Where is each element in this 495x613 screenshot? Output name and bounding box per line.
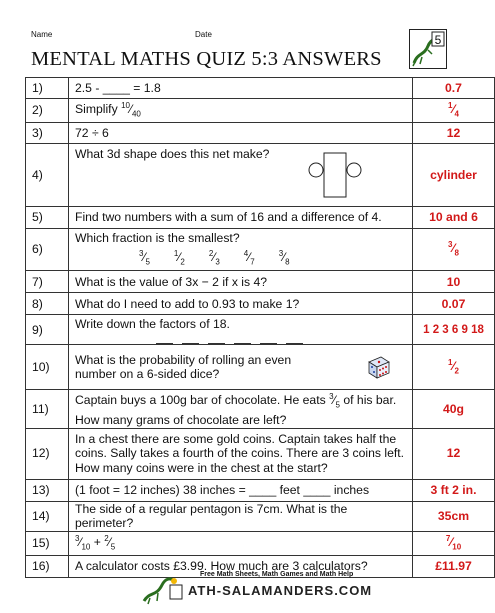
fraction-options [75, 247, 406, 270]
question-number: 2) [26, 99, 69, 123]
fraction: $^4⁄_7$ [243, 249, 255, 267]
question-row-2 [26, 99, 495, 123]
question-number: 1) [26, 78, 69, 99]
answer: £11.97 [413, 555, 495, 577]
question-number: 12) [26, 428, 69, 479]
answer: $^1⁄_2$ [413, 345, 495, 390]
question-number: 10) [26, 345, 69, 390]
question-number: 11) [26, 390, 69, 428]
answer: 12 [413, 122, 495, 143]
question-row-1 [26, 78, 495, 99]
fraction: $^3⁄_8$ [278, 249, 290, 267]
question-text: What 3d shape does this net make? [69, 143, 413, 206]
question-number: 8) [26, 293, 69, 315]
footer-tagline: Free Math Sheets, Math Games and Math Help [200, 571, 354, 578]
question-number: 13) [26, 479, 69, 501]
question-number: 3) [26, 122, 69, 143]
question-number: 4) [26, 143, 69, 206]
answer: 12 [413, 428, 495, 479]
question-row-8 [26, 293, 495, 315]
question-text: In a chest there are some gold coins. Captain takes half the coins. Sally takes a fourth of the coins. There are 3 coins left. How many coins were in the chest at the start? [69, 428, 413, 479]
answer: 40g [413, 390, 495, 428]
fraction: $^{10}⁄_{40}$ [121, 101, 141, 119]
question-row-6 [26, 228, 495, 270]
footer-brand: ATH-SALAMANDERS.COM [188, 583, 373, 598]
footer-logo [140, 571, 380, 605]
question-number: 7) [26, 271, 69, 293]
question-number: 6) [26, 228, 69, 270]
question-number: 9) [26, 315, 69, 345]
question-text: The side of a regular pentagon is 7cm. What is the perimeter? [69, 501, 413, 531]
question-text: 72 ÷ 6 [69, 122, 413, 143]
answer: 10 [413, 271, 495, 293]
question-text: 2.5 - ____ = 1.8 [69, 78, 413, 99]
question-number: 16) [26, 555, 69, 577]
question-text: Find two numbers with a sum of 16 and a difference of 4. [69, 206, 413, 228]
question-row-7 [26, 271, 495, 293]
dice-icon [366, 354, 392, 380]
question-number: 15) [26, 531, 69, 555]
question-text: $^3⁄_{10}$ + $^2⁄_5$ [69, 531, 413, 555]
question-text: What do I need to add to 0.93 to make 1? [69, 293, 413, 315]
question-row-3 [26, 122, 495, 143]
question-row-12 [26, 428, 495, 479]
question-number: 5) [26, 206, 69, 228]
fraction: $^1⁄_2$ [173, 249, 185, 267]
question-text: Which fraction is the smallest? $^3⁄_5$ $^1⁄_2$ $^2⁄_3$ $^4⁄_7$ $^3⁄_8$ [69, 228, 413, 270]
name-label: Name [31, 30, 53, 39]
answer: 3 ft 2 in. [413, 479, 495, 501]
question-row-5 [26, 206, 495, 228]
answer: $^1⁄_4$ [413, 99, 495, 123]
answer: cylinder [413, 143, 495, 206]
answer-blanks [75, 342, 406, 344]
question-text: Captain buys a 100g bar of chocolate. He eats $^3⁄_5$ of his bar. How many grams of chocolate are left? [69, 390, 413, 428]
answer: $^3⁄_8$ [413, 228, 495, 270]
fraction: $^3⁄_5$ [329, 392, 340, 410]
answer: 0.7 [413, 78, 495, 99]
salamander-icon [140, 571, 186, 605]
question-text: What is the probability of rolling an even number on a 6-sided dice? [69, 345, 413, 390]
salamander-logo [409, 29, 447, 69]
question-row-13 [26, 479, 495, 501]
fraction: $^2⁄_5$ [104, 533, 116, 552]
answer: $^7⁄_{10}$ [413, 531, 495, 555]
question-row-10 [26, 345, 495, 390]
question-number: 14) [26, 501, 69, 531]
question-row-4 [26, 143, 495, 206]
fraction: $^3⁄_5$ [139, 249, 150, 267]
question-row-14 [26, 501, 495, 531]
answer: 1 2 3 6 9 18 [413, 315, 495, 345]
answer: 35cm [413, 501, 495, 531]
question-text: (1 foot = 12 inches) 38 inches = ____ feet ____ inches [69, 479, 413, 501]
answer: 10 and 6 [413, 206, 495, 228]
fraction: $^3⁄_{10}$ [75, 533, 91, 552]
question-text: Write down the factors of 18. [69, 315, 413, 345]
date-label: Date [195, 30, 212, 39]
fraction: $^2⁄_3$ [208, 249, 220, 267]
question-row-9 [26, 315, 495, 345]
page-title: MENTAL MATHS QUIZ 5:3 ANSWERS [31, 48, 382, 70]
answer: 0.07 [413, 293, 495, 315]
question-row-15 [26, 531, 495, 555]
question-text: A calculator costs £3.99. How much are 3 calculators? [69, 555, 413, 577]
grade-badge-number: 5 [434, 33, 442, 47]
quiz-table [25, 77, 495, 578]
question-text: What is the value of 3x − 2 if x is 4? [69, 271, 413, 293]
question-text: Simplify $^{10}⁄_{40}$ [69, 99, 413, 123]
question-row-11 [26, 390, 495, 428]
cylinder-net-diagram [305, 150, 365, 198]
